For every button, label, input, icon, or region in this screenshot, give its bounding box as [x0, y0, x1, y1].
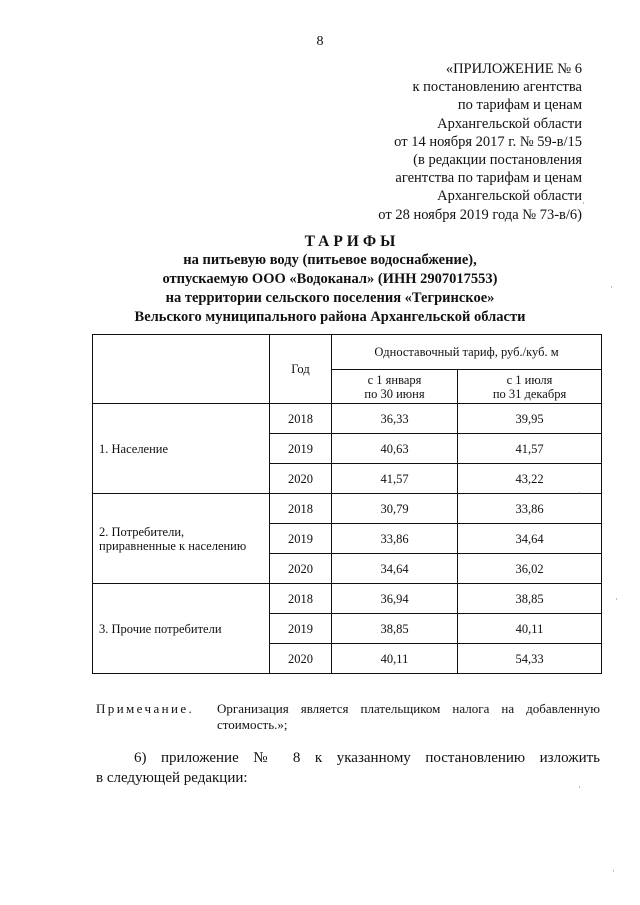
year-cell: 2018	[270, 494, 332, 524]
category-cell	[93, 494, 270, 584]
year-cell: 2019	[270, 434, 332, 464]
year-cell: 2019	[270, 524, 332, 554]
appendix-line: к постановлению агентства	[412, 79, 582, 96]
tariff-h2-cell: 40,11	[458, 614, 602, 644]
appendix-header	[330, 60, 582, 224]
title-line: на территории сельского поселения «Тегринское»	[165, 290, 495, 306]
tariff-h2-cell: 33,86	[458, 494, 602, 524]
title-heading: ТАРИФЫ	[304, 233, 400, 250]
tariff-table	[92, 334, 602, 674]
appendix-line: от 28 ноября 2019 года № 73-в/6)	[378, 206, 582, 223]
category-header-cell	[93, 335, 270, 404]
period-2-line1: с 1 июля	[506, 372, 553, 387]
tariff-header-cell: Одноставочный тариф, руб./куб. м	[332, 335, 602, 370]
tariff-h2-cell: 34,64	[458, 524, 602, 554]
appendix-line: от 14 ноября 2017 г. № 59-в/15	[394, 133, 582, 150]
category-label: 3. Прочие потребители	[99, 621, 222, 636]
appendix-line: (в редакции постановления	[413, 152, 582, 169]
table-row	[93, 584, 602, 614]
tariff-h2-cell: 54,33	[458, 644, 602, 674]
title-line: отпускаемую ООО «Водоканал» (ИНН 2907017553)	[162, 271, 498, 287]
year-cell: 2019	[270, 614, 332, 644]
tariff-h1-cell: 40,11	[332, 644, 458, 674]
tariff-h2-cell: 41,57	[458, 434, 602, 464]
tariff-h2-cell: 43,22	[458, 464, 602, 494]
page-number: 8	[316, 34, 324, 49]
appendix-line: «ПРИЛОЖЕНИЕ № 6	[445, 61, 582, 77]
year-cell: 2018	[270, 584, 332, 614]
tariff-h2-cell: 39,95	[458, 404, 602, 434]
tariff-h2-cell: 36,02	[458, 554, 602, 584]
tariff-h1-cell: 40,63	[332, 434, 458, 464]
appendix-line: по тарифам и ценам	[457, 97, 582, 114]
document-title	[60, 232, 600, 327]
scan-speck: ·	[610, 282, 613, 292]
year-header-cell: Год	[270, 335, 332, 404]
table-header-row	[93, 335, 602, 370]
tariff-h2-cell: 38,85	[458, 584, 602, 614]
note-label: Примечание.	[96, 701, 195, 716]
year-cell: 2018	[270, 404, 332, 434]
tariff-h1-cell: 34,64	[332, 554, 458, 584]
category-cell	[93, 404, 270, 494]
tariff-h1-cell: 33,86	[332, 524, 458, 554]
year-cell: 2020	[270, 554, 332, 584]
category-label-line2: приравненные к населению	[99, 538, 247, 553]
tariff-h1-cell: 36,33	[332, 404, 458, 434]
amendment-paragraph	[96, 748, 600, 788]
year-cell: 2020	[270, 644, 332, 674]
period-2-header	[458, 370, 602, 404]
title-line: Вельского муниципального района Архангельской области	[134, 309, 526, 325]
period-1-line2: по 30 июня	[364, 386, 425, 401]
scan-speck: ·	[582, 198, 585, 208]
scan-speck: ·	[578, 488, 581, 498]
tariff-h1-cell: 36,94	[332, 584, 458, 614]
tariff-h1-cell: 41,57	[332, 464, 458, 494]
paragraph-line2: в следующей редакции:	[96, 770, 248, 786]
category-cell	[93, 584, 270, 674]
period-2-line2: по 31 декабря	[492, 386, 567, 401]
table-row	[93, 494, 602, 524]
note-text: Организация является плательщиком налога на добавленную стоимость.»;	[217, 701, 600, 732]
year-cell: 2020	[270, 464, 332, 494]
appendix-line: Архангельской области	[437, 188, 582, 205]
scan-speck: ·	[578, 782, 581, 792]
scan-speck: ·	[615, 594, 618, 604]
title-line: на питьевую воду (питьевое водоснабжение),	[183, 252, 477, 268]
category-label: 2. Потребители,	[99, 524, 185, 539]
table-row	[93, 404, 602, 434]
appendix-line: Архангельской области	[437, 115, 582, 132]
period-1-header	[332, 370, 458, 404]
tariff-h1-cell: 38,85	[332, 614, 458, 644]
appendix-line: агентства по тарифам и ценам	[395, 170, 582, 187]
paragraph-line1: 6) приложение № 8 к указанному постановлению изложить	[134, 750, 600, 766]
period-1-line1: с 1 января	[367, 372, 422, 387]
category-label: 1. Население	[99, 441, 169, 456]
scan-speck: ·	[612, 866, 615, 876]
tariff-h1-cell: 30,79	[332, 494, 458, 524]
